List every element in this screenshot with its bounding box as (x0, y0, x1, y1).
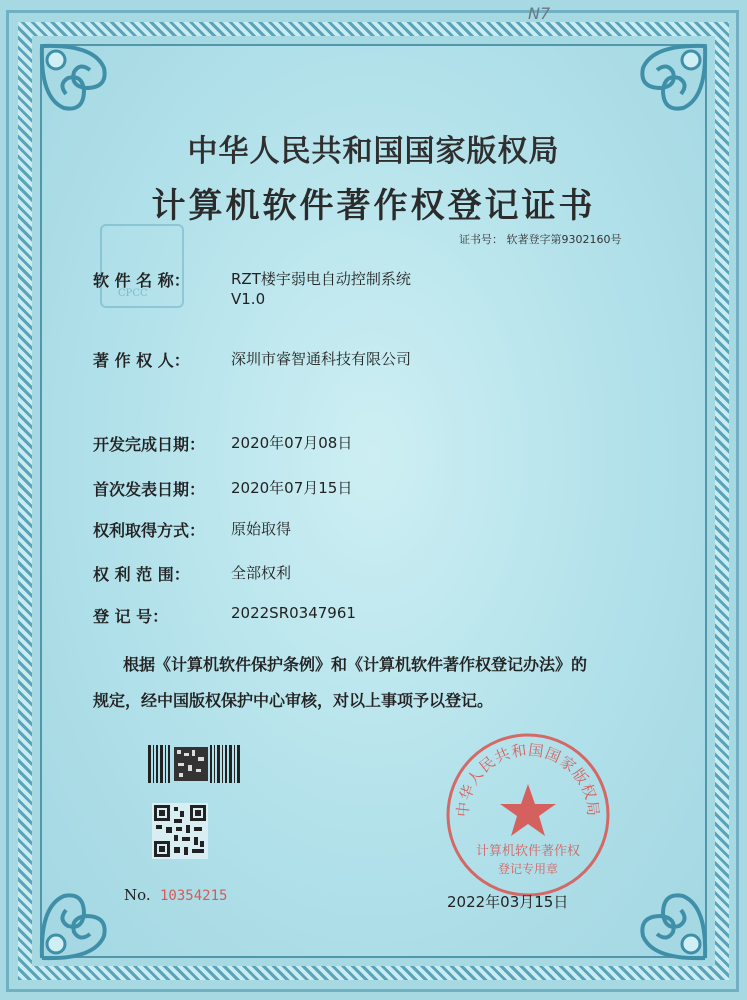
qr-code (152, 803, 208, 859)
registration-number-value: 2022SR0347961 (231, 604, 356, 622)
publication-date-value: 2020年07月15日 (231, 479, 353, 497)
certificate-number: 证书号： 软著登字第9302160号 (459, 233, 622, 246)
watermark-emblem: CPCC (100, 224, 184, 308)
completion-date-label: 开发完成日期： (93, 435, 206, 454)
corner-ornament-top-right (613, 38, 713, 138)
seal-star-icon (500, 784, 556, 836)
corner-ornament-bottom-right (613, 866, 713, 966)
copyright-owner-value: 深圳市睿智通科技有限公司 (231, 350, 412, 368)
certificate-title: 计算机软件著作权登记证书 (151, 186, 596, 226)
handwritten-mark: N7 (528, 4, 551, 23)
publication-date-label: 首次发表日期： (93, 480, 206, 499)
serial-number-label: No. (124, 886, 151, 904)
corner-ornament-top-left (34, 38, 134, 138)
seal-line-2: 登记专用章 (497, 862, 559, 876)
official-seal (443, 730, 613, 900)
issuing-authority: 中华人民共和国国家版权局 (187, 134, 560, 169)
software-version-value: V1.0 (231, 290, 266, 308)
acquisition-method-value: 原始取得 (231, 520, 292, 538)
barcode (148, 745, 240, 783)
seal-arc-text: 中华人民共和国国家版权局 (453, 740, 603, 818)
corner-ornament-bottom-left (34, 866, 134, 966)
seal-line-1: 计算机软件著作权 (475, 844, 581, 859)
completion-date-value: 2020年07月08日 (231, 434, 353, 452)
serial-number-value: 10354215 (160, 888, 228, 904)
issue-date: 2022年03月15日 (447, 893, 569, 911)
software-name-value: RZT楼宇弱电自动控制系统 (231, 270, 411, 288)
software-name-label: 软 件 名 称： (93, 271, 190, 290)
statement-paragraph (93, 647, 673, 719)
rights-scope-value: 全部权利 (231, 564, 292, 582)
copyright-owner-label: 著 作 权 人： (93, 351, 190, 370)
statement-line-2: 规定，经中国版权保护中心审核，对以上事项予以登记。 (93, 691, 494, 710)
rights-scope-label: 权 利 范 围： (93, 565, 190, 584)
acquisition-method-label: 权利取得方式： (93, 521, 206, 540)
registration-number-label: 登 记 号： (93, 607, 169, 626)
statement-line-1: 根据《计算机软件保护条例》和《计算机软件著作权登记办法》的 (123, 655, 588, 674)
